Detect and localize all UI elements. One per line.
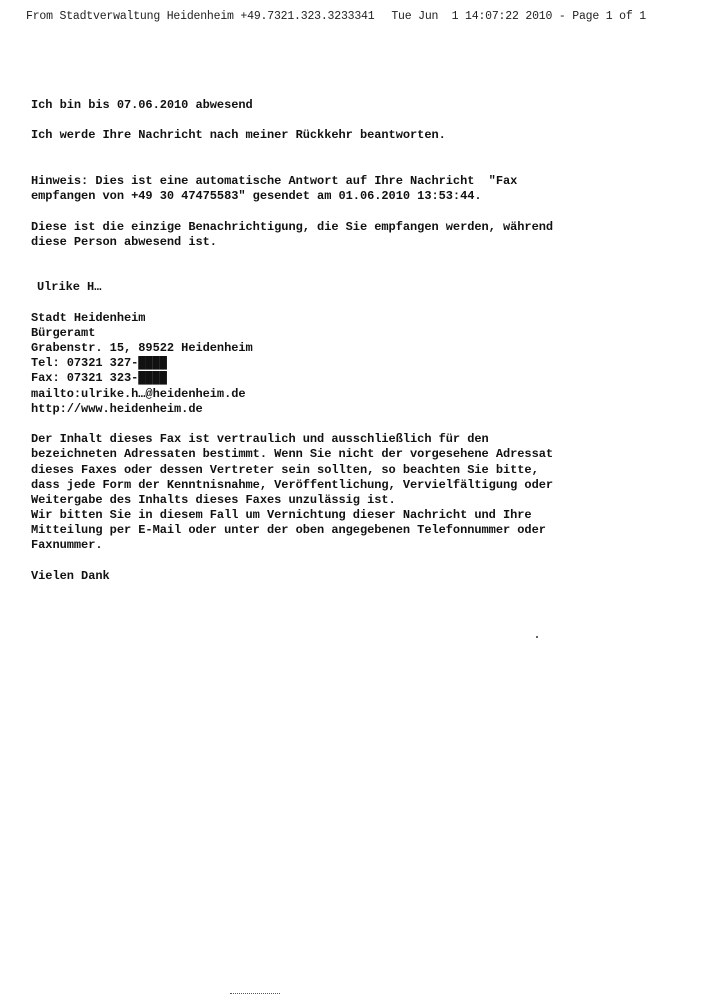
signature-web-link[interactable]: http://www.heidenheim.de [31, 401, 203, 416]
hint-line-1: Hinweis: Dies ist eine automatische Antwort auf Ihre Nachricht "Fax [31, 173, 518, 188]
disclaimer-line: Wir bitten Sie in diesem Fall um Vernichtung dieser Nachricht und Ihre [31, 508, 532, 523]
fax-timestamp-page: Tue Jun 1 14:07:22 2010 - Page 1 of 1 [391, 10, 646, 23]
signature-mail-link[interactable]: mailto:ulrike.h…@heidenheim.de [31, 386, 246, 401]
signature-fax: Fax: 07321 323-████ [31, 371, 167, 386]
disclaimer-line: dass jede Form der Kenntnisnahme, Veröffentlichung, Vervielfältigung oder [31, 477, 554, 492]
single-notice-line-1: Diese ist die einzige Benachrichtigung, die Sie empfangen werden, während [31, 219, 554, 234]
signature-city: Stadt Heidenheim [31, 310, 146, 325]
disclaimer-line: Der Inhalt dieses Fax ist vertraulich und ausschließlich für den [31, 432, 489, 447]
fax-body [31, 98, 711, 584]
absence-notice: Ich bin bis 07.06.2010 abwesend [31, 98, 253, 112]
scan-bottom-edge [230, 993, 280, 996]
disclaimer-line: Faxnummer. [31, 538, 103, 553]
single-notice-line-2: diese Person abwesend ist. [31, 234, 217, 249]
scan-speck [536, 636, 538, 638]
reply-notice: Ich werde Ihre Nachricht nach meiner Rückkehr beantworten. [31, 128, 446, 143]
closing-text: Vielen Dank [31, 568, 110, 583]
signature-tel: Tel: 07321 327-████ [31, 356, 167, 371]
signature-department: Bürgeramt [31, 325, 96, 340]
disclaimer-line: Mitteilung per E-Mail oder unter der oben angegebenen Telefonnummer oder [31, 523, 546, 538]
signature-address: Grabenstr. 15, 89522 Heidenheim [31, 341, 253, 356]
disclaimer-line: Weitergabe des Inhalts dieses Faxes unzulässig ist. [31, 492, 396, 507]
hint-line-2: empfangen von +49 30 47475583" gesendet am 01.06.2010 13:53:44. [31, 189, 482, 204]
fax-sender-line: From Stadtverwaltung Heidenheim +49.7321.323.3233341 [26, 10, 375, 23]
disclaimer-line: bezeichneten Adressaten bestimmt. Wenn Sie nicht der vorgesehene Adressat [31, 447, 554, 462]
fax-header [26, 10, 646, 26]
disclaimer-line: dieses Faxes oder dessen Vertreter sein sollten, so beachten Sie bitte, [31, 462, 539, 477]
signature-name: Ulrike H… [37, 280, 102, 295]
